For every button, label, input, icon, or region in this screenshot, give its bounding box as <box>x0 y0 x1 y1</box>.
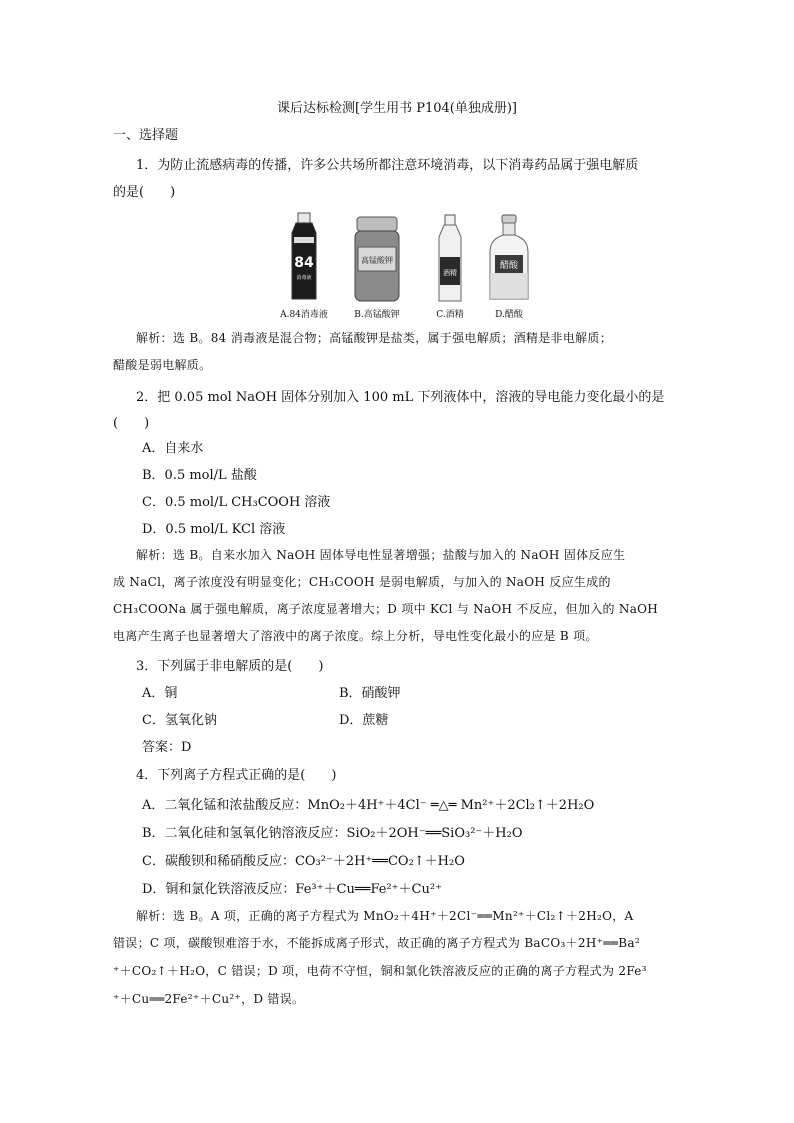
bottle-label-small: 消毒液 <box>296 275 312 281</box>
bottle-label-84: 84 <box>294 255 314 271</box>
q2-stem-line1: 2．把 0.05 mol NaOH 固体分别加入 100 mL 下列液体中，溶液的导电能力变化最小的是 <box>136 390 665 405</box>
q2-analysis-line2: 成 NaCl，离子浓度没有明显变化；CH₃COOH 是弱电解质，与加入的 NaOH 反应生成的 <box>113 575 611 589</box>
q1-stem-line2: 的是( ) <box>113 185 176 200</box>
q1-stem-line1: 1．为防止流感病毒的传播，许多公共场所都注意环境消毒，以下消毒药品属于强电解质 <box>136 158 639 173</box>
q4-option-b: B．二氧化硅和氢氧化钠溶液反应：SiO₂＋2OH⁻══SiO₃²⁻＋H₂O <box>142 826 523 841</box>
q4-analysis-line2: 错误；C 项，碳酸钡难溶于水，不能拆成离子形式，故正确的离子方程式为 BaCO₃＋2H⁺══Ba² <box>113 936 640 950</box>
q4-option-c: C．碳酸钡和稀硝酸反应：CO₃²⁻＋2H⁺══CO₂↑＋H₂O <box>142 854 465 869</box>
bottle-label-alcohol: 酒精 <box>443 269 457 277</box>
q2-analysis-line1: 解析：选 B。自来水加入 NaOH 固体导电性显著增强；盐酸与加入的 NaOH 固体反应生 <box>136 548 626 562</box>
q2-option-a: A．自来水 <box>142 441 204 456</box>
figure-d <box>483 213 535 320</box>
q2-option-b: B．0.5 mol/L 盐酸 <box>142 468 257 483</box>
caption-a: A.84消毒液 <box>280 310 328 320</box>
q3-option-b: B．硝酸钾 <box>339 686 401 701</box>
q2-stem-line2: ( ) <box>113 416 150 431</box>
figure-c <box>430 213 470 320</box>
jar-label: 高锰酸钾 <box>361 256 393 265</box>
q1-analysis-line2: 醋酸是弱电解质。 <box>113 358 212 372</box>
q4-option-a: A．二氧化锰和浓盐酸反应：MnO₂＋4H⁺＋4Cl⁻ ═△═ Mn²⁺＋2Cl₂↑＋2H₂O <box>142 798 595 813</box>
section-heading: 一、选择题 <box>113 128 179 143</box>
caption-d: D.醋酸 <box>495 310 523 320</box>
q1-figure <box>280 200 535 320</box>
caption-c: C.酒精 <box>436 310 464 320</box>
bottle-label-acetic: 醋酸 <box>499 261 519 271</box>
q2-option-d: D．0.5 mol/L KCl 溶液 <box>142 522 286 537</box>
q3-option-a: A．铜 <box>142 686 178 701</box>
q4-analysis-line1: 解析：选 B。A 项，正确的离子方程式为 MnO₂＋4H⁺＋2Cl⁻══Mn²⁺＋Cl₂↑＋2H₂O，A <box>136 909 634 923</box>
q1-analysis-line1: 解析：选 B。84 消毒液是混合物；高锰酸钾是盐类，属于强电解质；酒精是非电解质； <box>136 331 613 345</box>
q3-option-d: D．蔗糖 <box>339 713 389 728</box>
q2-analysis-line3: CH₃COONa 属于强电解质，离子浓度显著增大；D 项中 KCl 与 NaOH 不反应，但加入的 NaOH <box>113 602 659 616</box>
reagent-bottle-icon <box>486 213 532 303</box>
alcohol-bottle-icon <box>433 213 467 303</box>
q4-analysis-line3: ⁺＋CO₂↑＋H₂O，C 错误；D 项，电荷不守恒，铜和氯化铁溶液反应的正确的离子方程式为 2Fe³ <box>113 964 647 978</box>
q3-option-c: C．氢氧化钠 <box>142 713 217 728</box>
q4-analysis-line4: ⁺＋Cu══2Fe²⁺＋Cu²⁺，D 错误。 <box>113 992 305 1006</box>
q3-answer: 答案：D <box>142 740 192 755</box>
bleach-bottle-icon <box>286 211 322 303</box>
figure-b <box>342 215 412 320</box>
caption-b: B.高锰酸钾 <box>354 310 400 320</box>
figure-a <box>280 211 328 320</box>
chemical-jar-icon <box>349 215 405 303</box>
q4-stem: 4．下列离子方程式正确的是( ) <box>136 768 337 783</box>
page-title: 课后达标检测[学生用书 P104(单独成册)] <box>277 101 517 116</box>
q3-stem: 3．下列属于非电解质的是( ) <box>136 659 324 674</box>
q2-option-c: C．0.5 mol/L CH₃COOH 溶液 <box>142 495 331 510</box>
q4-option-d: D．铜和氯化铁溶液反应：Fe³⁺＋Cu══Fe²⁺＋Cu²⁺ <box>142 882 442 897</box>
q2-analysis-line4: 电离产生离子也显著增大了溶液中的离子浓度。综上分析，导电性变化最小的应是 B 项。 <box>113 629 598 643</box>
